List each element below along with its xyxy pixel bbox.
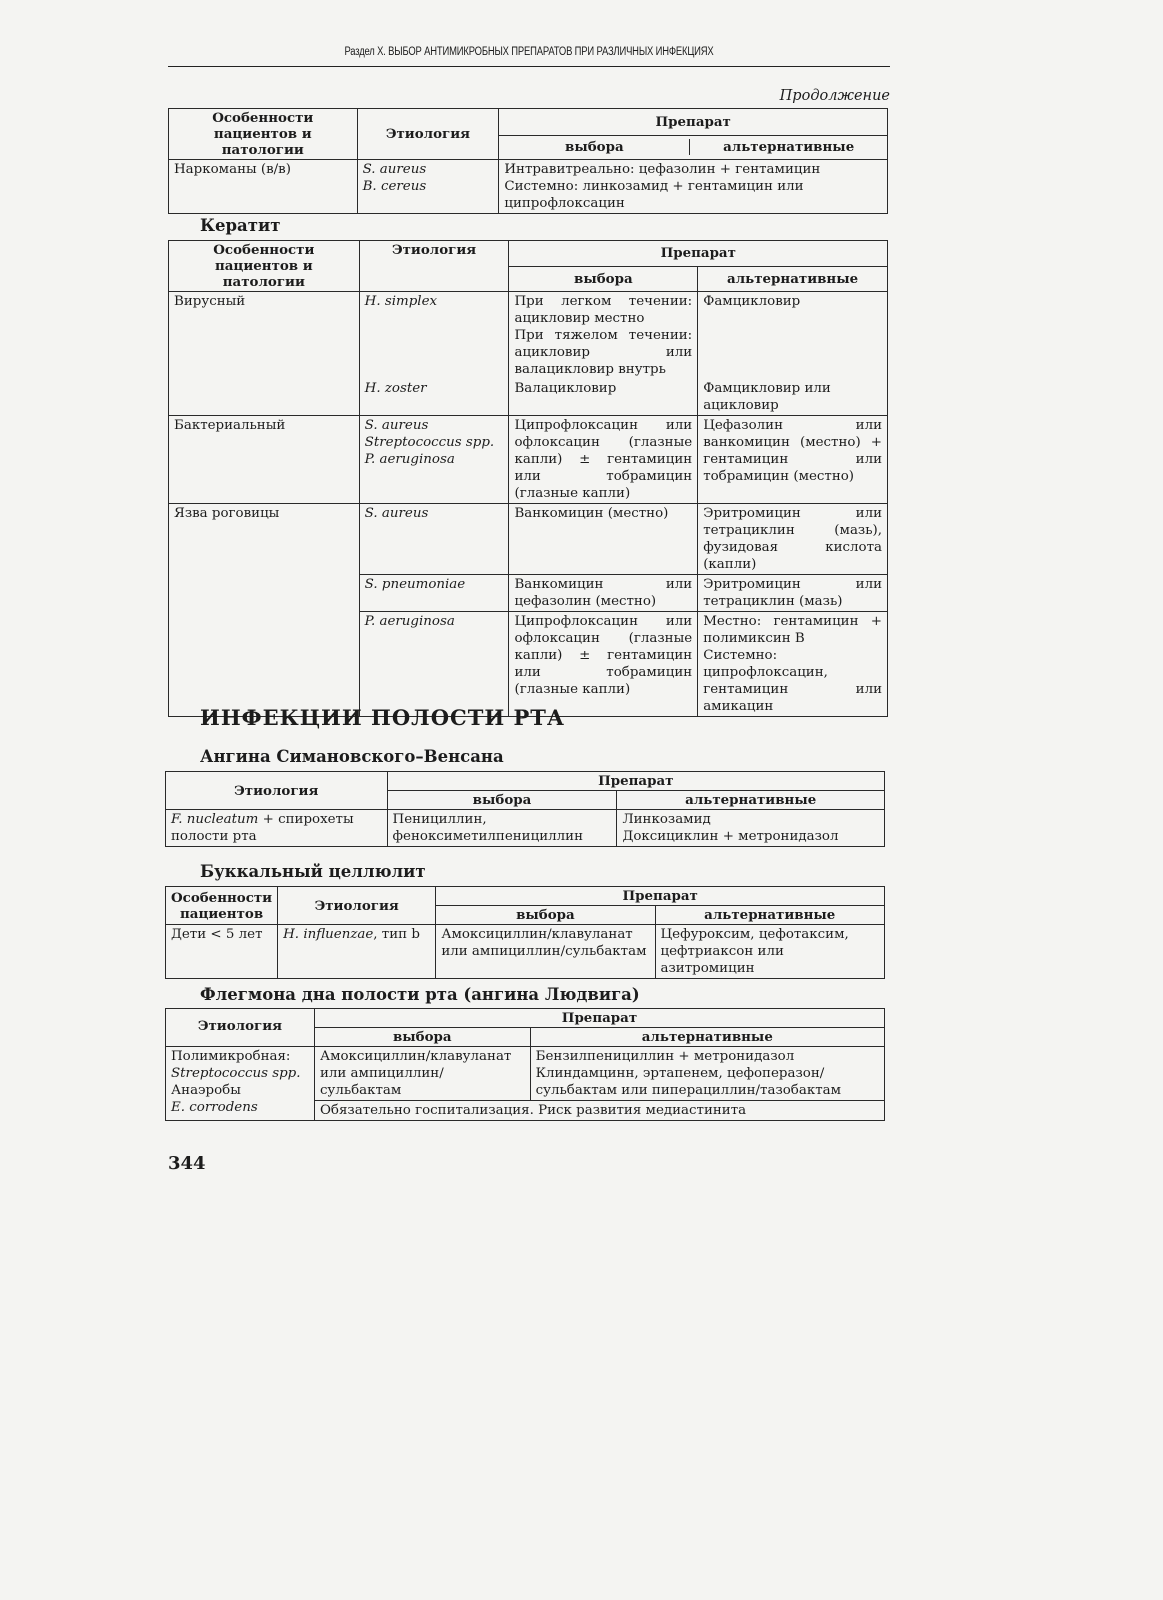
col-header-features: Особенности пациентов <box>166 887 278 925</box>
alt-cell: Эритромицин или тетрациклин (мазь) <box>698 575 888 612</box>
etiology-cell: Полимикробная: Streptococcus spp. Анаэробы E. corrodens <box>166 1047 315 1121</box>
col-header-etiology: Этиология <box>359 241 509 292</box>
alt-cell: Цефазолин или ванкомицин (местно) + гентамицин или тобрамицин (местно) <box>698 416 888 504</box>
col-header-choice: выбора <box>509 266 698 292</box>
col-header-drug: Препарат <box>314 1009 884 1028</box>
choice-cell: Ванкомицин или цефазолин (местно) <box>509 575 698 612</box>
page-number: 344 <box>168 1153 206 1174</box>
table-buccal-cellulitis <box>165 886 885 979</box>
col-header-alternative: альтернативные <box>698 266 888 292</box>
choice-cell: Ципрофлоксацин или офлоксацин (глазные капли) ± гентамицин или тобрамицин (глазные капли) <box>509 416 698 504</box>
etiology-cell: F. nucleatum + спирохеты полости рта <box>166 810 388 847</box>
table-keratitis <box>168 240 888 717</box>
col-header-etiology: Этиология <box>166 772 388 810</box>
col-header-drug: Препарат <box>509 241 888 267</box>
alt-cell: Фамцикловир <box>698 292 888 380</box>
continued-label: Продолжение <box>779 88 890 104</box>
col-header-choice: выбора <box>314 1028 530 1047</box>
running-head: Раздел X. ВЫБОР АНТИМИКРОБНЫХ ПРЕПАРАТОВ ПРИ РАЗЛИЧНЫХ ИНФЕКЦИЯХ <box>344 46 714 58</box>
table-row <box>166 810 885 847</box>
alt-cell: Бензилпенициллин + метронидазол Клиндамцинн, эртапенем, цефоперазон/сульбактам или пиперациллин/тазобактам <box>530 1047 884 1101</box>
col-header-choice: выбора <box>387 791 617 810</box>
col-header-etiology: Этиология <box>166 1009 315 1047</box>
drug-cell: Интравитреально: цефазолин + гентамицин Системно: линкозамид + гентамицин или ципрофлоксацин <box>499 160 888 214</box>
table-row <box>169 504 888 575</box>
feature-cell: Бактериальный <box>169 416 360 504</box>
table-endophthalmitis-continued <box>168 108 888 214</box>
etiology-cell: S. aureus Streptococcus spp. P. aeruginosa <box>359 416 509 504</box>
table-row <box>166 925 885 979</box>
col-header-choice: выбора <box>499 139 690 155</box>
feature-cell: Язва роговицы <box>169 504 360 717</box>
section-title-vincent-angina: Ангина Симановского–Венсана <box>200 747 504 766</box>
feature-cell: Наркоманы (в/в) <box>169 160 358 214</box>
col-header-etiology: Этиология <box>357 109 499 160</box>
etiology-cell: H. simplex <box>359 292 509 380</box>
choice-cell: Ванкомицин (местно) <box>509 504 698 575</box>
col-header-etiology: Этиология <box>278 887 436 925</box>
alt-cell: Местно: гентамицин + полимиксин B Системно: ципрофлоксацин, гентамицин или амикацин <box>698 612 888 717</box>
table-row <box>169 416 888 504</box>
section-title-keratitis: Кератит <box>200 216 281 235</box>
col-header-choice: выбора <box>436 906 655 925</box>
feature-cell: Дети < 5 лет <box>166 925 278 979</box>
etiology-cell: S. pneumoniae <box>359 575 509 612</box>
alt-cell: Фамцикловир или ацикловир <box>698 379 888 416</box>
col-header-features: Особенности пациентов и патологии <box>169 109 358 160</box>
section-title-buccal-cellulitis: Буккальный целлюлит <box>200 862 426 881</box>
choice-cell: Амоксициллин/клавуланат или ампициллин/сульбактам <box>314 1047 530 1101</box>
col-header-alternative: альтернативные <box>723 139 855 156</box>
choice-cell: Пенициллин, феноксиметилпенициллин <box>387 810 617 847</box>
etiology-cell: S. aureus B. cereus <box>357 160 499 214</box>
etiology-cell: H. influenzae, тип b <box>278 925 436 979</box>
alt-cell: Эритромицин или тетрациклин (мазь), фузидовая кислота (капли) <box>698 504 888 575</box>
alt-cell: Линкозамид Доксициклин + метронидазол <box>617 810 885 847</box>
col-header-alternative: альтернативные <box>655 906 885 925</box>
choice-cell: Ципрофлоксацин или офлоксацин (глазные капли) ± гентамицин или тобрамицин (глазные капли) <box>509 612 698 717</box>
choice-cell: Амоксициллин/клавуланат или ампициллин/сульбактам <box>436 925 655 979</box>
col-header-drug: Препарат <box>499 109 888 136</box>
table-row <box>166 1047 885 1101</box>
col-header-alternative: альтернативные <box>617 791 885 810</box>
chapter-title-oral-infections: ИНФЕКЦИИ ПОЛОСТИ РТА <box>200 705 566 730</box>
header-rule <box>168 66 890 67</box>
table-vincent-angina <box>165 771 885 847</box>
col-header-drug: Препарат <box>436 887 885 906</box>
col-header-features: Особенности пациентов и патологии <box>169 241 360 292</box>
feature-cell: Вирусный <box>169 292 360 416</box>
col-header-drug: Препарат <box>387 772 884 791</box>
alt-cell: Цефуроксим, цефотаксим, цефтриаксон или азитромицин <box>655 925 885 979</box>
note-cell: Обязательно госпитализация. Риск развития медиастинита <box>314 1101 884 1121</box>
etiology-cell: H. zoster <box>359 379 509 416</box>
etiology-cell: S. aureus <box>359 504 509 575</box>
choice-cell: При легком течении: ацикловир местно При тяжелом течении: ацикловир или валацикловир внутрь <box>509 292 698 380</box>
choice-cell: Валацикловир <box>509 379 698 416</box>
table-ludwig-angina <box>165 1008 885 1121</box>
table-row <box>169 292 888 380</box>
section-title-ludwig-angina: Флегмона дна полости рта (ангина Людвига) <box>200 985 640 1004</box>
table-row <box>169 160 888 214</box>
etiology-cell: P. aeruginosa <box>359 612 509 717</box>
col-header-alternative: альтернативные <box>530 1028 884 1047</box>
